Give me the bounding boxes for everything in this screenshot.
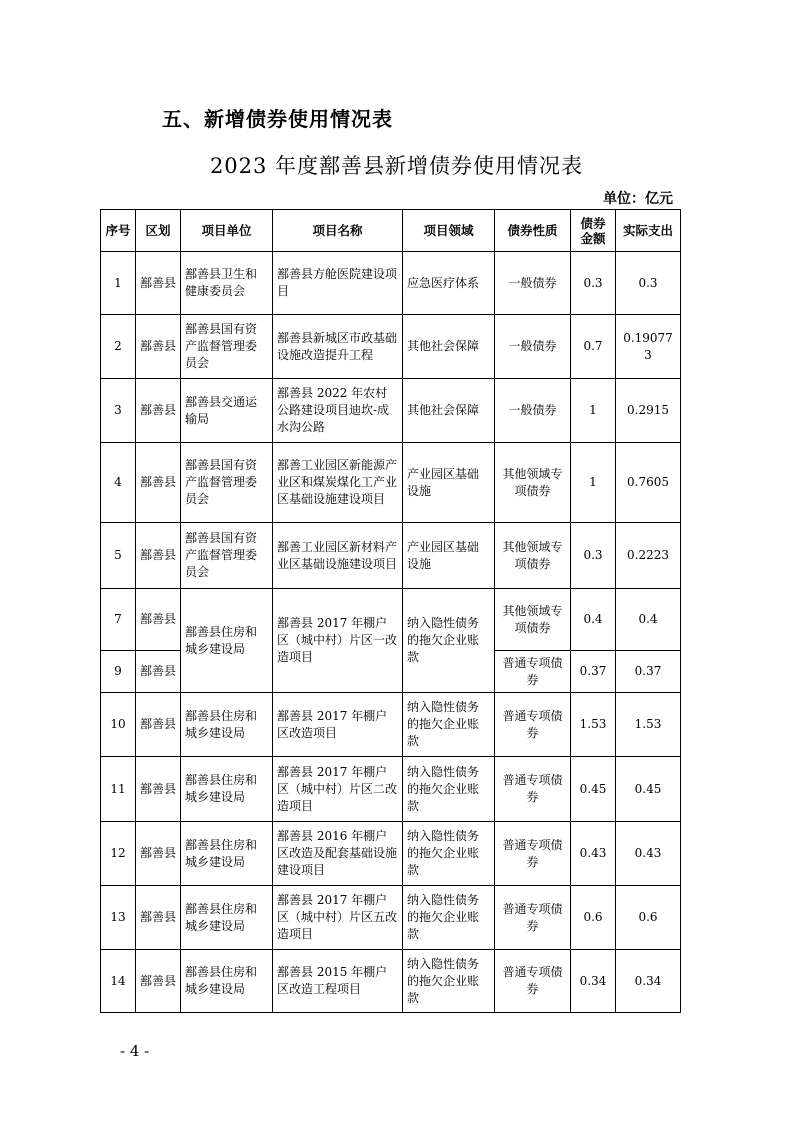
cell-region: 鄯善县: [136, 757, 181, 822]
cell-name: 鄯善县 2016 年棚户区改造及配套基础设施建设项目: [273, 822, 403, 886]
cell-type: 其他领域专项债券: [495, 443, 571, 523]
cell-no: 2: [101, 315, 136, 379]
table-row: [101, 757, 681, 822]
bond-usage-table: [100, 209, 681, 1013]
cell-amount: 0.34: [571, 950, 616, 1013]
cell-type: 一般债券: [495, 379, 571, 443]
cell-field: 产业园区基础设施: [403, 523, 495, 589]
cell-amount: 0.45: [571, 757, 616, 822]
header-unit: 项目单位: [181, 210, 273, 252]
cell-amount: 0.4: [571, 589, 616, 651]
cell-field: 纳入隐性债务的拖欠企业账款: [403, 886, 495, 950]
cell-field: 产业园区基础设施: [403, 443, 495, 523]
cell-unit: 鄯善县国有资产监督管理委员会: [181, 315, 273, 379]
cell-field: 纳入隐性债务的拖欠企业账款: [403, 950, 495, 1013]
cell-actual: 0.45: [616, 757, 681, 822]
cell-type: 一般债券: [495, 252, 571, 315]
cell-no: 3: [101, 379, 136, 443]
header-no: 序号: [101, 210, 136, 252]
cell-type: 普通专项债券: [495, 693, 571, 757]
cell-no: 11: [101, 757, 136, 822]
cell-actual: 0.2915: [616, 379, 681, 443]
cell-amount: 0.3: [571, 252, 616, 315]
cell-name: 鄯善工业园区新能源产业区和煤炭煤化工产业区基础设施建设项目: [273, 443, 403, 523]
table-row: [101, 589, 681, 651]
table-row: [101, 886, 681, 950]
table-row: [101, 822, 681, 886]
cell-no: 1: [101, 252, 136, 315]
cell-amount: 0.43: [571, 822, 616, 886]
cell-unit: 鄯善县住房和城乡建设局: [181, 757, 273, 822]
cell-region: 鄯善县: [136, 693, 181, 757]
unit-label: 单位：亿元: [603, 191, 673, 207]
cell-amount: 0.7: [571, 315, 616, 379]
cell-actual: 0.4: [616, 589, 681, 651]
cell-region: 鄯善县: [136, 252, 181, 315]
cell-unit: 鄯善县国有资产监督管理委员会: [181, 443, 273, 523]
cell-type: 普通专项债券: [495, 950, 571, 1013]
cell-region: 鄯善县: [136, 523, 181, 589]
table-row: [101, 523, 681, 589]
table-row: [101, 379, 681, 443]
cell-unit: 鄯善县住房和城乡建设局: [181, 693, 273, 757]
cell-no: 13: [101, 886, 136, 950]
cell-amount: 1: [571, 443, 616, 523]
cell-unit: 鄯善县交通运输局: [181, 379, 273, 443]
cell-region: 鄯善县: [136, 886, 181, 950]
header-type: 债券性质: [495, 210, 571, 252]
cell-name: 鄯善工业园区新材料产业区基础设施建设项目: [273, 523, 403, 589]
cell-field: 应急医疗体系: [403, 252, 495, 315]
cell-type: 其他领域专项债券: [495, 523, 571, 589]
header-field: 项目领域: [403, 210, 495, 252]
cell-name: 鄯善县 2017 年棚户区（城中村）片区五改造项目: [273, 886, 403, 950]
cell-actual: 0.2223: [616, 523, 681, 589]
cell-field: 其他社会保障: [403, 315, 495, 379]
section-heading: 五、新增债券使用情况表: [162, 107, 393, 131]
cell-name: 鄯善县 2022 年农村公路建设项目迪坎-成水沟公路: [273, 379, 403, 443]
cell-actual: 0.3: [616, 252, 681, 315]
cell-name: 鄯善县新城区市政基础设施改造提升工程: [273, 315, 403, 379]
cell-actual: 0.6: [616, 886, 681, 950]
cell-no: 10: [101, 693, 136, 757]
table-title: 2023 年度鄯善县新增债券使用情况表: [209, 154, 584, 178]
cell-name: 鄯善县 2017 年棚户区（城中村）片区一改造项目: [273, 589, 403, 693]
cell-actual: 0.190773: [616, 315, 681, 379]
cell-amount: 1.53: [571, 693, 616, 757]
cell-field: 纳入隐性债务的拖欠企业账款: [403, 757, 495, 822]
cell-region: 鄯善县: [136, 443, 181, 523]
page-number: - 4 -: [120, 1042, 150, 1060]
cell-unit: 鄯善县卫生和健康委员会: [181, 252, 273, 315]
cell-field: 纳入隐性债务的拖欠企业账款: [403, 822, 495, 886]
cell-field: 纳入隐性债务的拖欠企业账款: [403, 693, 495, 757]
cell-name: 鄯善县 2017 年棚户区（城中村）片区二改造项目: [273, 757, 403, 822]
cell-amount: 0.6: [571, 886, 616, 950]
cell-actual: 0.34: [616, 950, 681, 1013]
cell-no: 14: [101, 950, 136, 1013]
table-row: [101, 252, 681, 315]
cell-region: 鄯善县: [136, 589, 181, 651]
cell-type: 普通专项债券: [495, 757, 571, 822]
cell-no: 4: [101, 443, 136, 523]
table-row: [101, 315, 681, 379]
table-row: [101, 443, 681, 523]
cell-amount: 0.37: [571, 651, 616, 693]
cell-name: 鄯善县 2015 年棚户区改造工程项目: [273, 950, 403, 1013]
cell-amount: 1: [571, 379, 616, 443]
table-header-row: [101, 210, 681, 252]
cell-region: 鄯善县: [136, 651, 181, 693]
cell-type: 其他领域专项债券: [495, 589, 571, 651]
cell-no: 9: [101, 651, 136, 693]
cell-unit: 鄯善县住房和城乡建设局: [181, 886, 273, 950]
cell-type: 普通专项债券: [495, 886, 571, 950]
cell-type: 普通专项债券: [495, 651, 571, 693]
cell-unit: 鄯善县住房和城乡建设局: [181, 589, 273, 693]
cell-region: 鄯善县: [136, 315, 181, 379]
cell-actual: 0.37: [616, 651, 681, 693]
cell-region: 鄯善县: [136, 950, 181, 1013]
header-amount: 债券金额: [571, 210, 616, 252]
table-row: [101, 693, 681, 757]
cell-actual: 1.53: [616, 693, 681, 757]
cell-unit: 鄯善县住房和城乡建设局: [181, 822, 273, 886]
cell-unit: 鄯善县住房和城乡建设局: [181, 950, 273, 1013]
cell-no: 7: [101, 589, 136, 651]
cell-field: 纳入隐性债务的拖欠企业账款: [403, 589, 495, 693]
cell-region: 鄯善县: [136, 379, 181, 443]
cell-type: 普通专项债券: [495, 822, 571, 886]
header-actual: 实际支出: [616, 210, 681, 252]
cell-no: 12: [101, 822, 136, 886]
cell-no: 5: [101, 523, 136, 589]
cell-actual: 0.43: [616, 822, 681, 886]
header-region: 区划: [136, 210, 181, 252]
cell-actual: 0.7605: [616, 443, 681, 523]
cell-type: 一般债券: [495, 315, 571, 379]
cell-amount: 0.3: [571, 523, 616, 589]
cell-name: 鄯善县 2017 年棚户区改造项目: [273, 693, 403, 757]
table-row: [101, 950, 681, 1013]
cell-name: 鄯善县方舱医院建设项目: [273, 252, 403, 315]
header-name: 项目名称: [273, 210, 403, 252]
cell-region: 鄯善县: [136, 822, 181, 886]
cell-field: 其他社会保障: [403, 379, 495, 443]
cell-unit: 鄯善县国有资产监督管理委员会: [181, 523, 273, 589]
